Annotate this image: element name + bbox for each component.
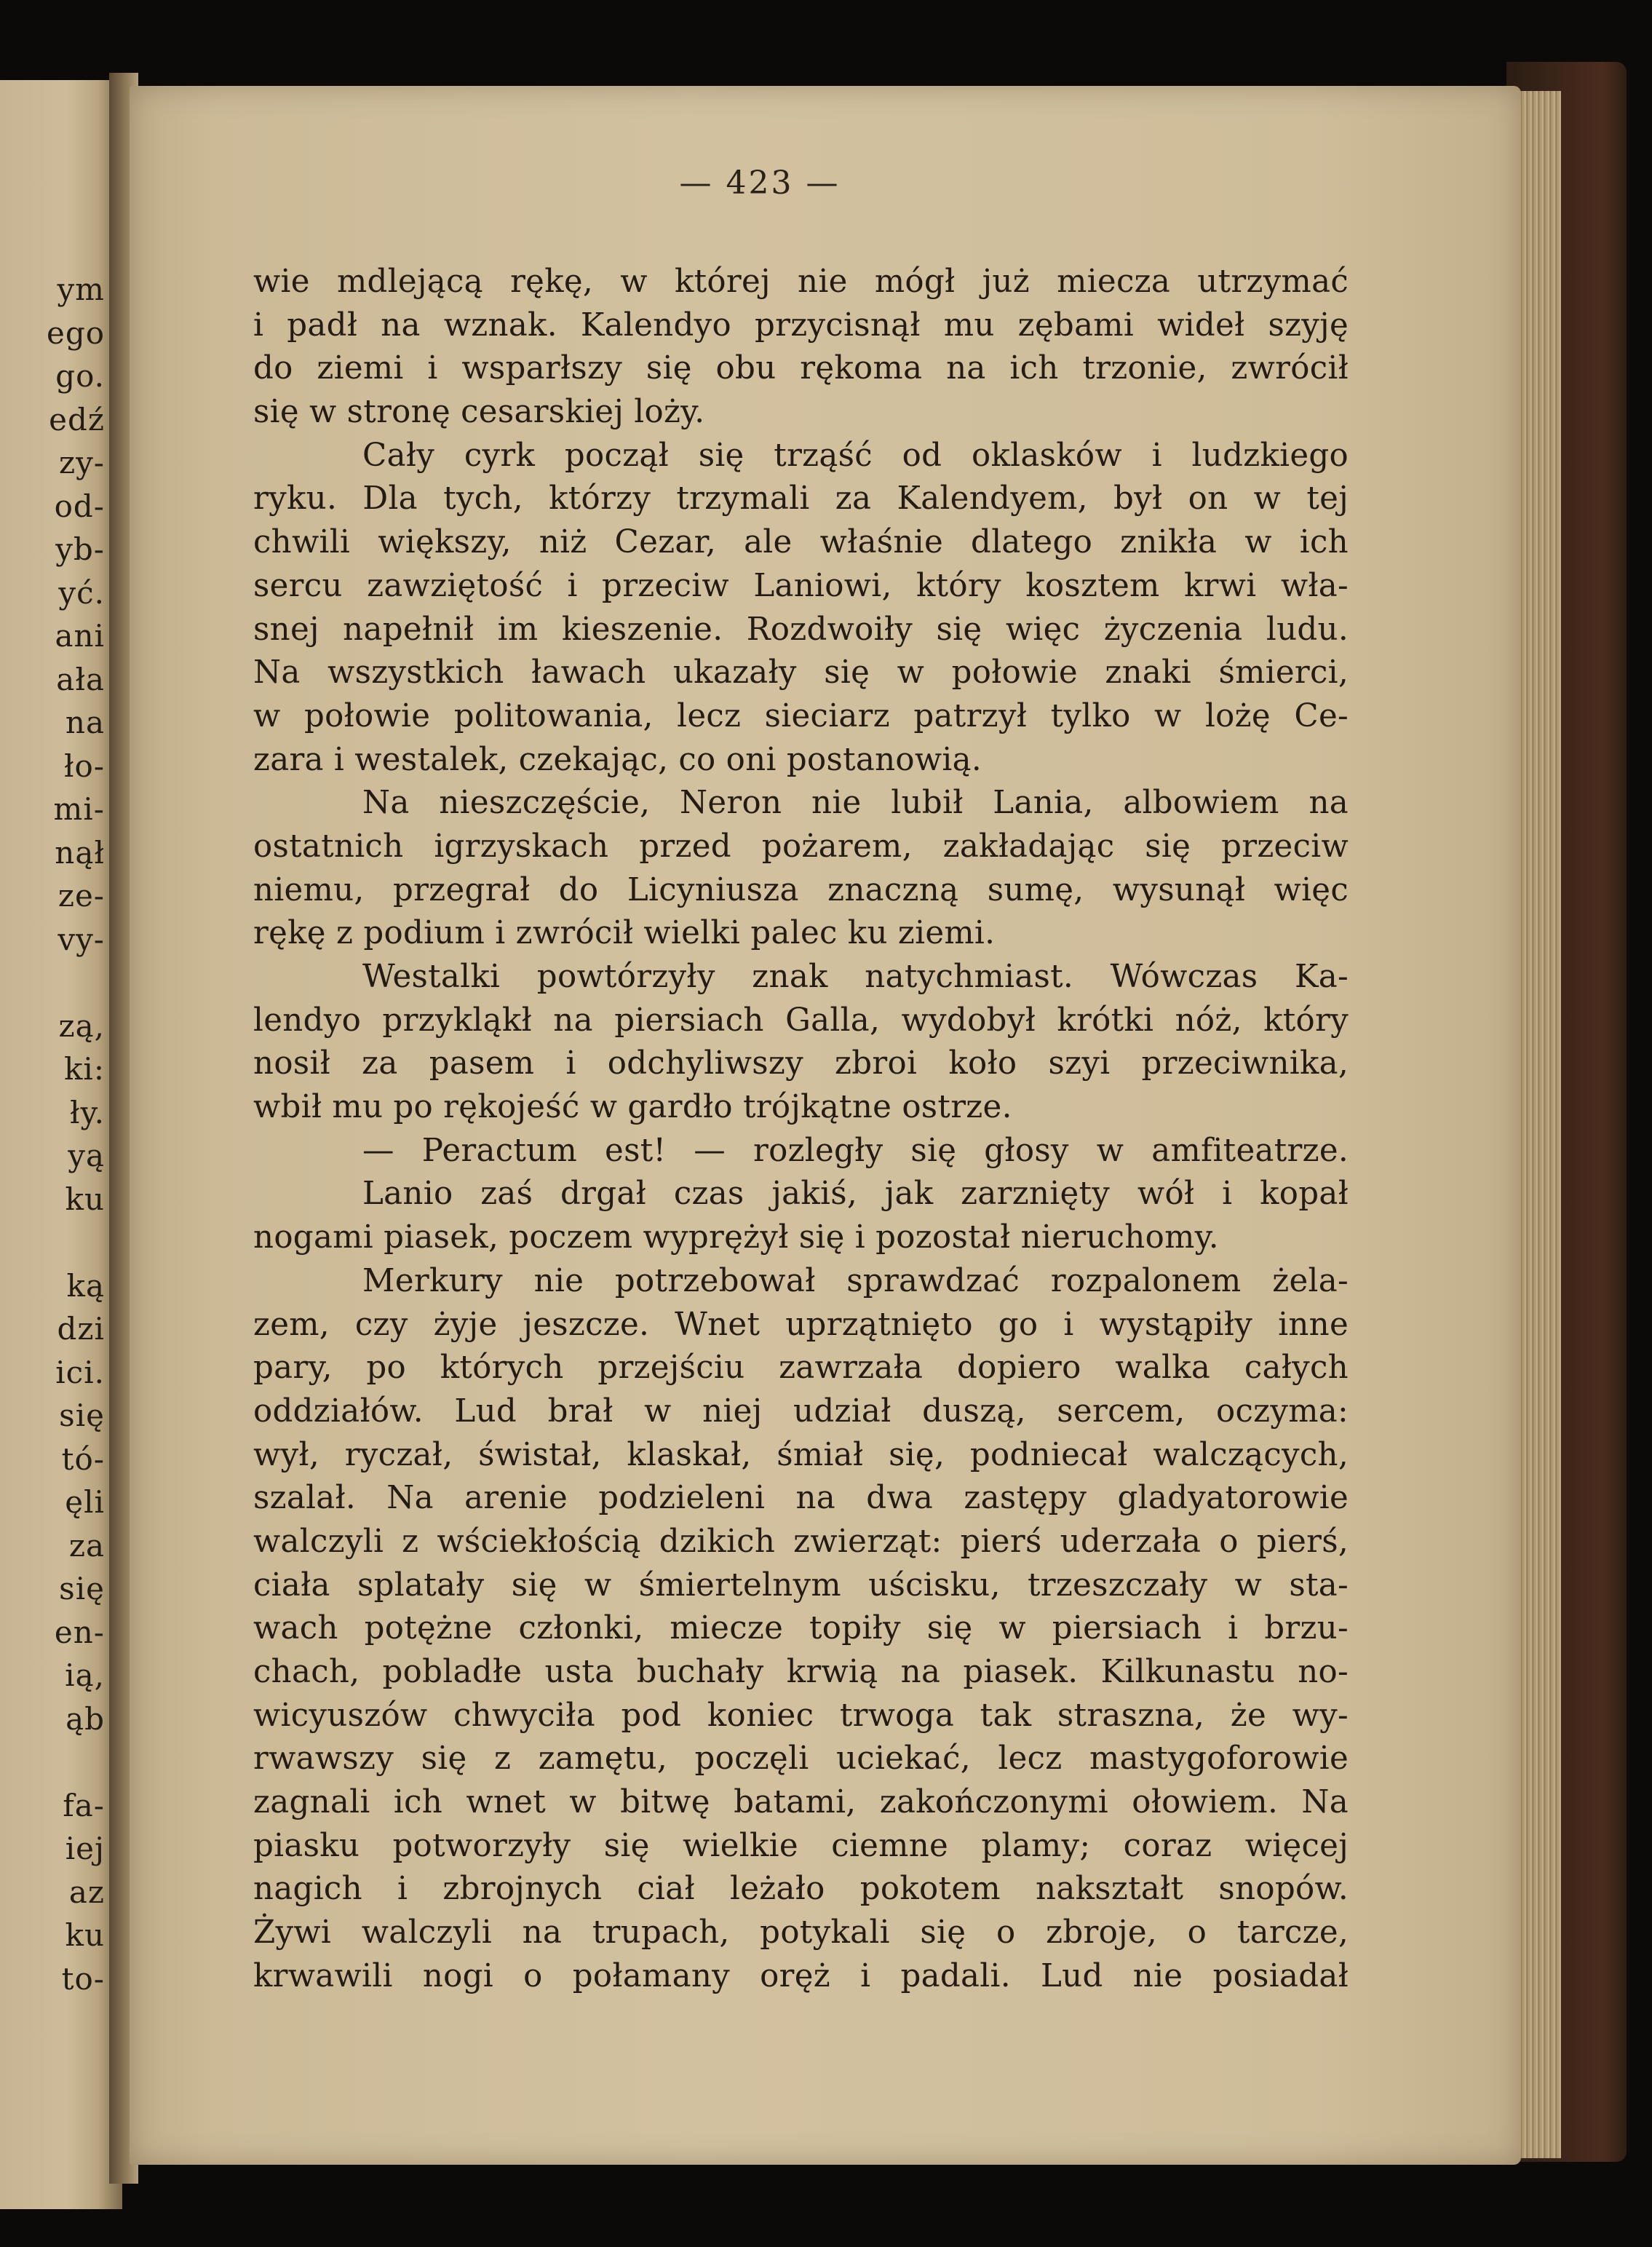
fragment-line: mi- — [53, 791, 105, 827]
text-line: i padł na wznak. Kalendyo przycisnął mu zębami wideł szyję — [253, 306, 1349, 344]
text-line: chach, pobladłe usta buchały krwią na piasek. Kilkunastu no- — [253, 1654, 1349, 1690]
fragment-line: fa- — [63, 1787, 105, 1823]
text-line: szalał. Na arenie podzieleni na dwa zastępy gladyatorowie — [253, 1480, 1349, 1517]
fragment-line: ku — [65, 1917, 105, 1953]
fragment-line: yć. — [58, 574, 105, 611]
text-line: do ziemi i wsparłszy się obu rękoma na ich trzonie, zwrócił — [253, 350, 1349, 387]
text-line: niemu, przegrał do Licyniusza znaczną sumę, wysunął więc — [253, 871, 1349, 908]
text-line: Westalki powtórzyły znak natychmiast. Wówczas Ka- — [362, 959, 1349, 995]
fragment-line: nął — [55, 834, 105, 871]
fragment-line: ąb — [65, 1700, 105, 1737]
fragment-line: zy- — [58, 445, 105, 480]
fragment-line: yb- — [55, 531, 105, 567]
fragment-line: edź — [49, 401, 105, 437]
fragment-line: ze- — [57, 878, 105, 914]
text-line: wie mdlejącą rękę, w której nie mógł już miecza utrzymać — [253, 263, 1349, 300]
text-line: ostatnich igrzyskach przed pożarem, zakładając się przeciw — [253, 828, 1349, 865]
text-line: ciała splatały się w śmiertelnym uścisku, trzeszczały w sta- — [253, 1566, 1349, 1604]
text-line: Cały cyrk począł się trząść od oklasków i ludzkiego — [362, 437, 1349, 474]
fragment-line: iej — [65, 1831, 105, 1866]
fragment-line: ani — [55, 618, 105, 654]
text-line: się w stronę cesarskiej loży. — [253, 394, 705, 431]
fragment-line: ała — [56, 661, 105, 697]
previous-page-edge — [0, 80, 122, 2209]
text-line: wicyuszów chwyciła pod koniec trwoga tak straszna, że wy- — [253, 1697, 1349, 1734]
fragment-line: od- — [54, 488, 105, 524]
fragment-line: ki: — [63, 1051, 105, 1087]
fragment-line — [0, 1740, 122, 1784]
text-line: w połowie politowania, lecz sieciarz patrzył tylko w lożę Ce- — [253, 697, 1349, 734]
fragment-line: się — [59, 1398, 105, 1433]
fragment-line: za — [68, 1527, 105, 1564]
text-line: wbił mu po rękojeść w gardło trójkątne ostrze. — [253, 1089, 1012, 1126]
fragment-line: ym — [57, 272, 105, 307]
fragment-line: vy- — [57, 921, 105, 957]
fragment-line: ego — [46, 314, 105, 351]
fragment-line: ęli — [65, 1484, 105, 1520]
text-line: — Peractum est! — rozległy się głosy w amfiteatrze. — [362, 1132, 1349, 1169]
page-body-text — [253, 261, 1349, 1999]
text-line: snej napełnił im kieszenie. Rozdwoiły się więc życzenia ludu. — [253, 611, 1349, 648]
fragment-line: dzi — [57, 1311, 105, 1347]
fragment-line: to- — [61, 1960, 105, 1997]
fragment-line: tó- — [61, 1440, 105, 1477]
page-number: — 423 — — [679, 165, 841, 202]
fragment-line: na — [65, 705, 105, 740]
book-page — [130, 86, 1521, 2165]
text-line: ryku. Dla tych, którzy trzymali za Kalendyem, był on w tej — [253, 480, 1349, 518]
text-line: sercu zawziętość i przeciw Laniowi, który kosztem krwi wła- — [253, 567, 1349, 604]
text-line: rwawszy się z zamętu, poczęli uciekać, lecz mastygoforowie — [253, 1740, 1349, 1778]
text-line: Żywi walczyli na trupach, potykali się o zbroje, o tarcze, — [253, 1914, 1349, 1951]
text-line: zem, czy żyje jeszcze. Wnet uprzątnięto go i wystąpiły inne — [253, 1306, 1349, 1343]
text-line: wach potężne członki, miecze topiły się w piersiach i brzu- — [253, 1610, 1349, 1647]
page-block-edges — [1517, 91, 1561, 2158]
text-line: nogami piasek, poczem wyprężył się i pozostał nieruchomy. — [253, 1219, 1219, 1256]
fragment-line: go. — [55, 358, 105, 394]
fragment-line — [0, 1221, 122, 1264]
text-line: Lanio zaś drgał czas jakiś, jak zarznięty wół i kopał — [362, 1176, 1349, 1213]
text-line: krwawili nogi o połamany oręż i padali. Lud nie posiadał — [253, 1957, 1349, 1994]
fragment-line: ły. — [69, 1094, 105, 1130]
text-line: lendyo przykląkł na piersiach Galla, wydobył krótki nóż, który — [253, 1002, 1349, 1039]
text-line: walczyli z wściekłością dzikich zwierząt: pierś uderzała o pierś, — [253, 1523, 1349, 1560]
text-line: nosił za pasem i odchyliwszy zbroi koło szyi przeciwnika, — [253, 1045, 1349, 1082]
text-line: pary, po których przejściu zawrzała dopiero walka całych — [253, 1350, 1349, 1387]
text-line: Na wszystkich ławach ukazały się w połowie znaki śmierci, — [253, 654, 1349, 691]
previous-page-line-fragments — [0, 268, 122, 2000]
fragment-line — [0, 961, 122, 1004]
text-line: chwili większy, niż Cezar, ale właśnie dlatego znikła w ich — [253, 524, 1349, 561]
fragment-line: ką — [66, 1267, 105, 1304]
text-line: Merkury nie potrzebował sprawdzać rozpalonem żela- — [362, 1262, 1349, 1299]
fragment-line: zą, — [58, 1007, 105, 1044]
text-line: zagnali ich wnet w bitwę batami, zakończonymi ołowiem. Na — [253, 1784, 1349, 1821]
fragment-line: en- — [54, 1614, 105, 1650]
text-line: piasku potworzyły się wielkie ciemne plamy; coraz więcej — [253, 1827, 1349, 1864]
fragment-line: ici. — [55, 1354, 105, 1390]
text-line: nagich i zbrojnych ciał leżało pokotem nakształt snopów. — [253, 1871, 1349, 1908]
text-line: rękę z podium i zwrócił wielki palec ku ziemi. — [253, 915, 996, 952]
fragment-line: ią, — [65, 1657, 105, 1693]
fragment-line: az — [68, 1874, 105, 1910]
text-line: Na nieszczęście, Neron nie lubił Lania, albowiem na — [362, 785, 1349, 822]
fragment-line: ku — [65, 1181, 105, 1217]
fragment-line: ło- — [63, 748, 105, 784]
fragment-line: yą — [68, 1138, 105, 1173]
text-line: oddziałów. Lud brał w niej udział duszą, sercem, oczyma: — [253, 1392, 1349, 1430]
text-line: wył, ryczał, świstał, klaskał, śmiał się, podniecał walczących, — [253, 1436, 1349, 1473]
fragment-line: się — [59, 1571, 105, 1606]
text-line: zara i westalek, czekając, co oni postanowią. — [253, 741, 982, 778]
